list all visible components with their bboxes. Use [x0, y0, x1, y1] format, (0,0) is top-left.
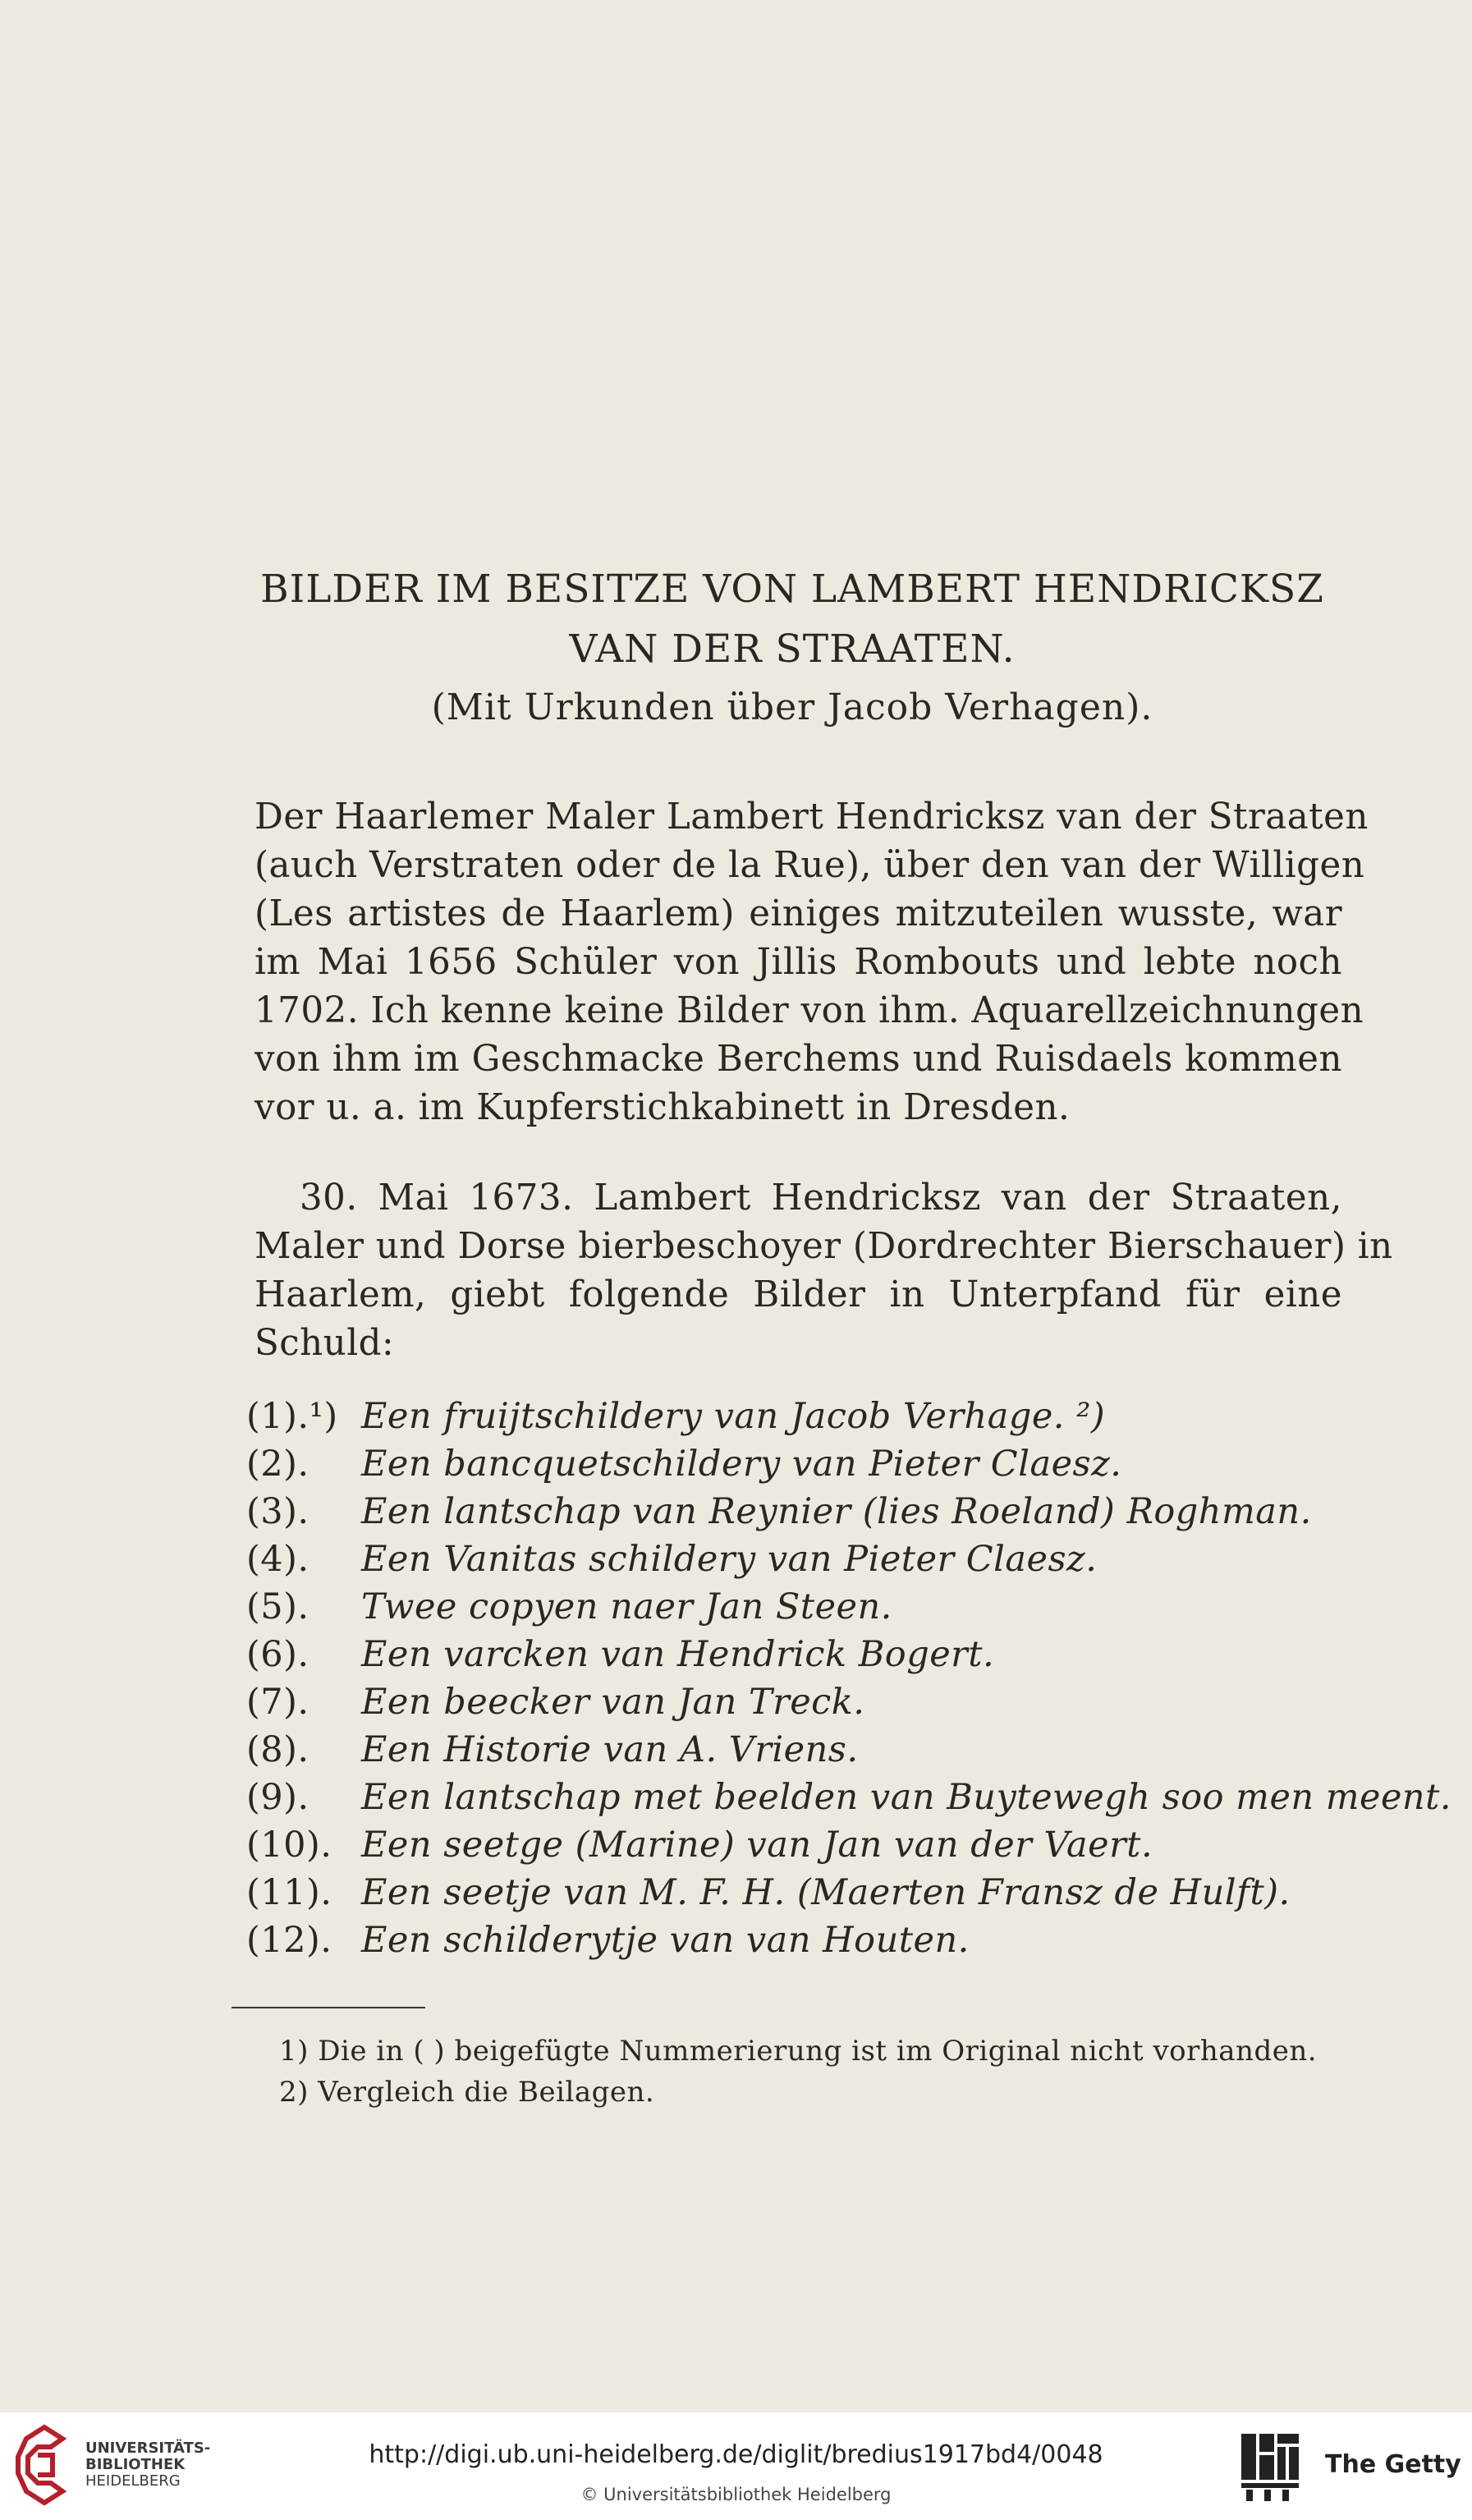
footnote-2: 2) Vergleich die Beilagen.: [279, 2076, 655, 2109]
list-item: [246, 1872, 1291, 1913]
item-number: (9).: [246, 1777, 310, 1818]
item-number: (7).: [246, 1682, 310, 1723]
intro-paragraph: [255, 793, 1369, 1132]
list-item: [246, 1396, 1105, 1437]
intro-line: vor u. a. im Kupferstichkabinett in Dresden.: [255, 1087, 1071, 1128]
item-text: Een seetge (Marine) van Jan van der Vaert.: [361, 1825, 1153, 1866]
getty-logo-icon: [1238, 2430, 1304, 2504]
item-number: (8).: [246, 1729, 310, 1770]
library-name-line: BIBLIOTHEK: [85, 2456, 186, 2473]
page-title-line-1: BILDER IM BESITZE VON LAMBERT HENDRICKSZ: [260, 567, 1324, 612]
item-number: (2).: [246, 1444, 310, 1485]
list-item: [246, 1920, 970, 1961]
record-line: 30. Mai 1673. Lambert Hendricksz van der Straaten,: [300, 1177, 1342, 1219]
item-text: Een lantschap met beelden van Buytewegh soo men meent.: [361, 1777, 1452, 1818]
list-item: [246, 1444, 1121, 1485]
list-item: [246, 1825, 1153, 1866]
record-paragraph: [255, 1174, 1393, 1368]
list-item: [246, 1491, 1312, 1532]
copyright-notice: © Universitätsbibliothek Heidelberg: [580, 2485, 892, 2504]
list-item: [246, 1729, 859, 1770]
item-number: (11).: [246, 1872, 332, 1913]
list-item: [246, 1634, 994, 1675]
footnote-1: 1) Die in ( ) beigefügte Nummerierung ist im Original nicht vorhanden.: [279, 2035, 1318, 2068]
intro-line: im Mai 1656 Schüler von Jillis Rombouts und lebte noch: [255, 942, 1342, 983]
page-title-line-2: VAN DER STRAATEN.: [569, 627, 1016, 672]
item-text: Een lantschap van Reynier (lies Roeland) Roghman.: [361, 1491, 1312, 1532]
item-number: (12).: [246, 1920, 332, 1961]
item-number: (4).: [246, 1539, 310, 1580]
intro-line: (Les artistes de Haarlem) einiges mitzuteilen wusste, war: [255, 893, 1342, 934]
permalink-url[interactable]: http://digi.ub.uni-heidelberg.de/diglit/bredius1917bd4/0048: [369, 2440, 1103, 2469]
list-item: [246, 1586, 892, 1627]
library-name-line: UNIVERSITÄTS-: [85, 2440, 211, 2457]
intro-line: 1702. Ich kenne keine Bilder von ihm. Aquarellzeichnungen: [255, 990, 1364, 1031]
partner-name: The Getty: [1325, 2450, 1461, 2479]
footer-bar: [0, 2412, 1472, 2520]
item-text: Een fruijtschildery van Jacob Verhage. ²): [361, 1396, 1106, 1437]
item-text: Een varcken van Hendrick Bogert.: [361, 1634, 995, 1675]
footnote-rule: [232, 2007, 425, 2008]
item-text: Een seetje van M. F. H. (Maerten Fransz de Hulft).: [361, 1872, 1291, 1913]
item-number: (1).¹): [246, 1396, 338, 1437]
item-number: (5).: [246, 1586, 310, 1627]
item-text: Een Historie van A. Vriens.: [361, 1729, 859, 1770]
item-text: Twee copyen naer Jan Steen.: [361, 1586, 892, 1627]
item-text: Een beecker van Jan Treck.: [361, 1682, 865, 1723]
intro-line: Der Haarlemer Maler Lambert Hendricksz van der Straaten: [255, 796, 1369, 838]
library-name-line: HEIDELBERG: [85, 2472, 181, 2490]
item-number: (3).: [246, 1491, 310, 1532]
record-line: Schuld:: [255, 1323, 395, 1364]
list-item: [246, 1777, 1451, 1818]
intro-line: (auch Verstraten oder de la Rue), über den van der Willigen: [255, 845, 1365, 886]
intro-line: von ihm im Geschmacke Berchems und Ruisdaels kommen: [255, 1039, 1342, 1080]
page-subtitle: (Mit Urkunden über Jacob Verhagen).: [431, 686, 1153, 728]
item-text: Een bancquetschildery van Pieter Claesz.: [361, 1444, 1122, 1485]
item-text: Een schilderytje van van Houten.: [361, 1920, 970, 1961]
item-text: Een Vanitas schildery van Pieter Claesz.: [361, 1539, 1098, 1580]
item-number: (6).: [246, 1634, 310, 1675]
list-item: [246, 1682, 864, 1723]
item-number: (10).: [246, 1825, 332, 1866]
record-line: Maler und Dorse bierbeschoyer (Dordrechter Bierschauer) in: [255, 1226, 1393, 1267]
record-line: Haarlem, giebt folgende Bilder in Unterpfand für eine: [255, 1274, 1342, 1315]
list-item: [246, 1539, 1097, 1580]
